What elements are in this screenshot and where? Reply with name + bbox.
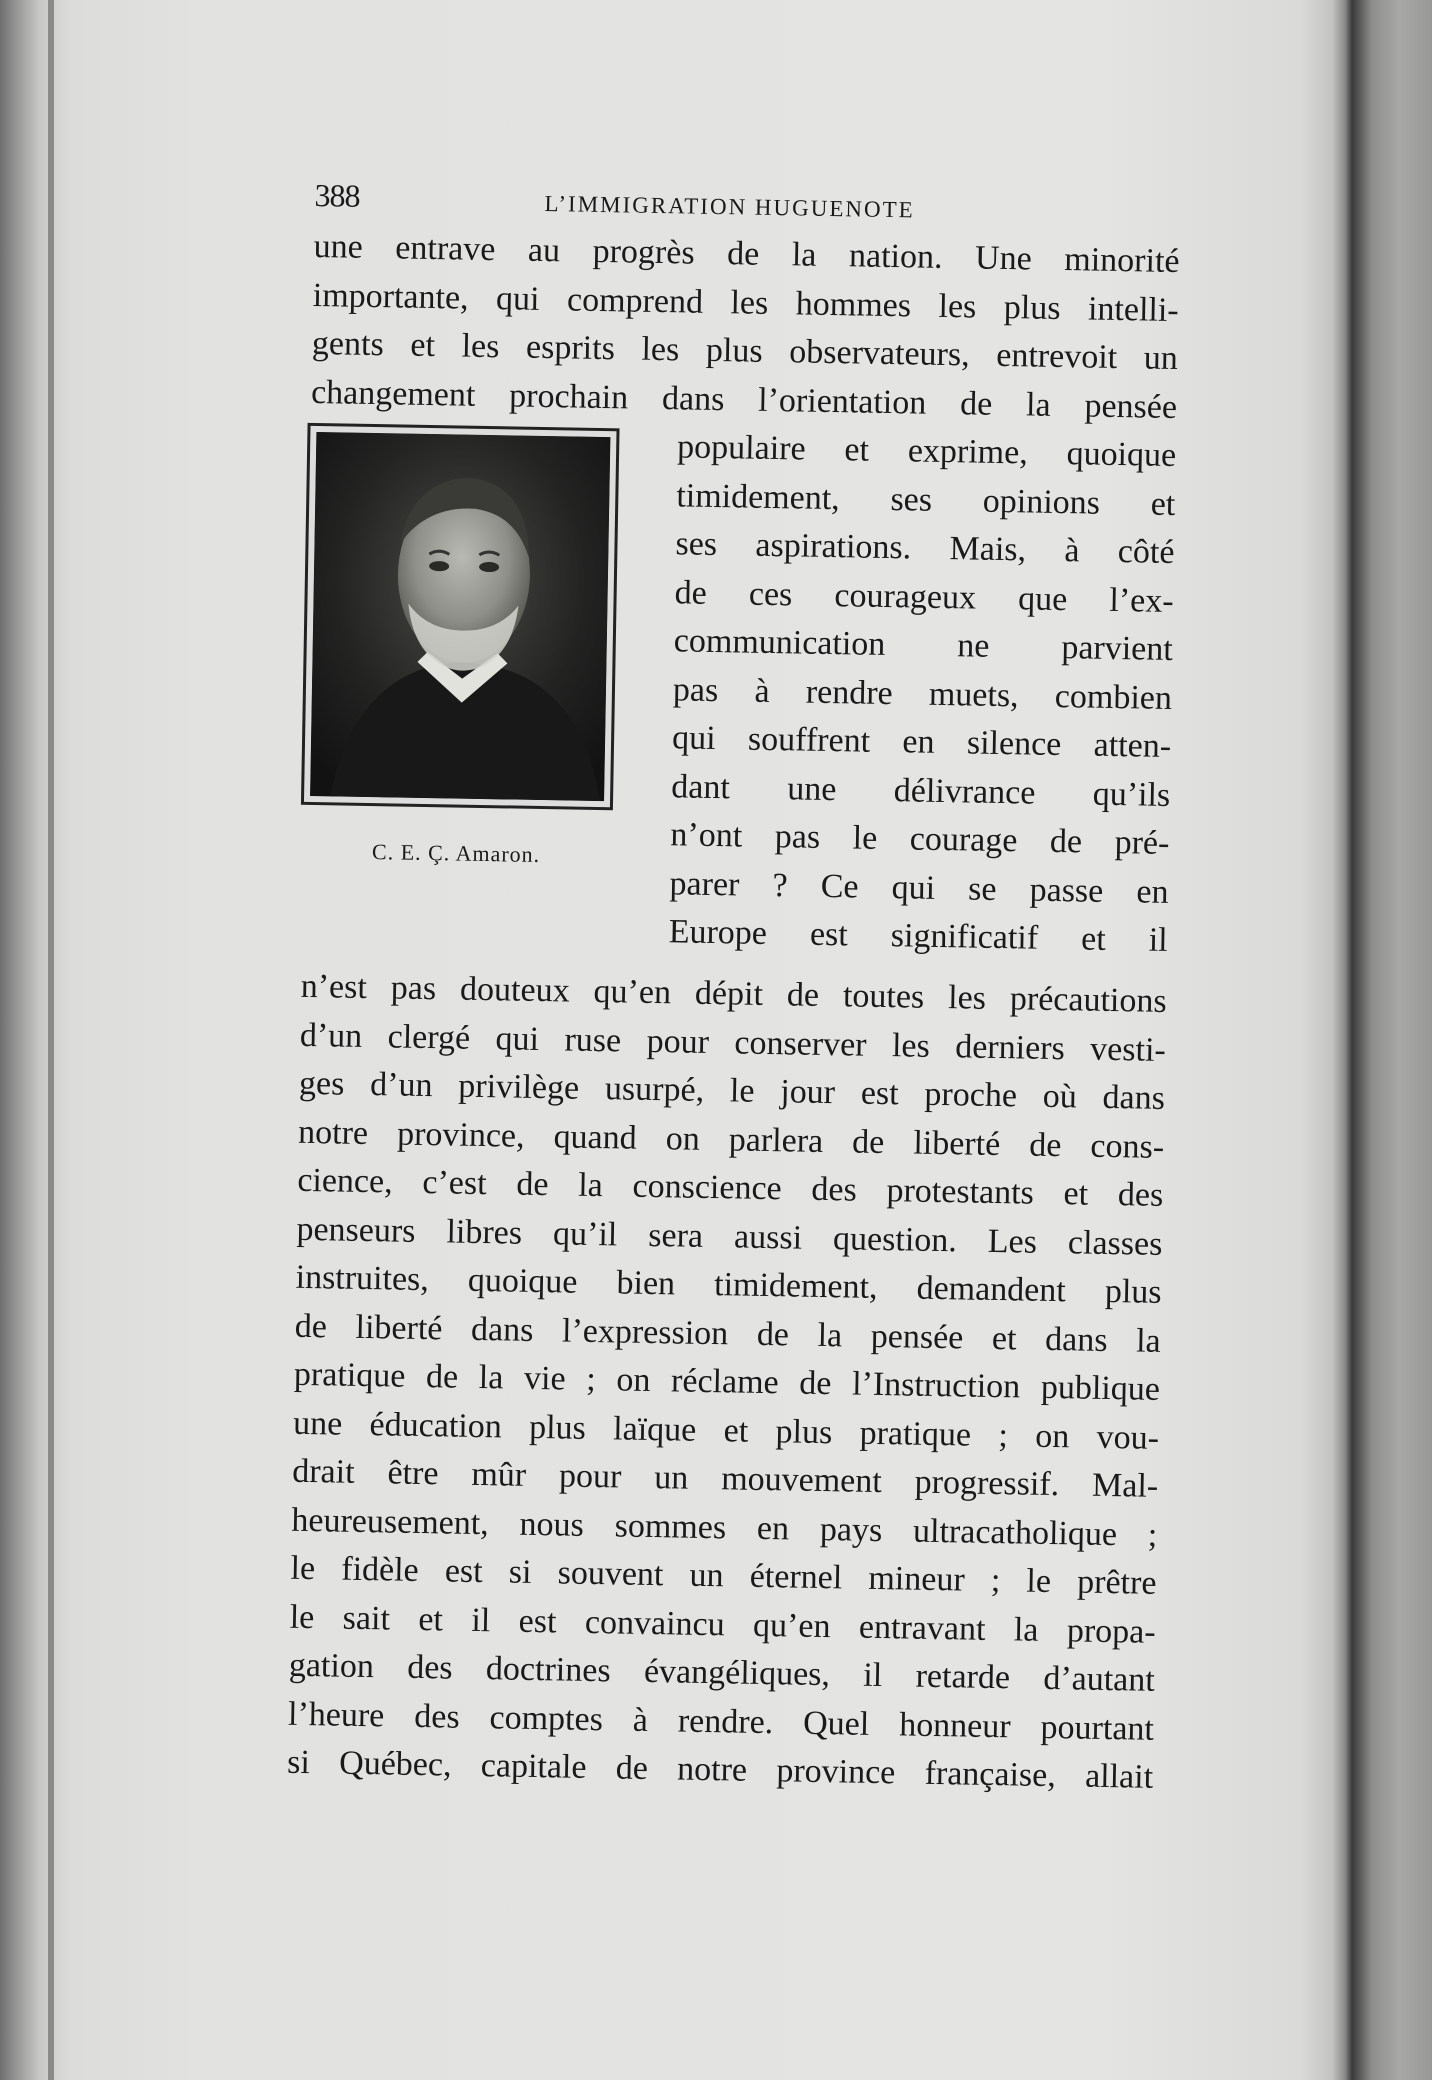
- text-line: instruites, quoique bien timidement, demandent plus: [295, 1258, 1162, 1311]
- text-line: qui souffrent en silence atten-: [671, 719, 1172, 765]
- page-number: 388: [314, 176, 360, 214]
- text-line: penseurs libres qu’il sera aussi question. Les classes: [296, 1210, 1163, 1263]
- running-title: L’IMMIGRATION HUGUENOTE: [544, 190, 915, 223]
- text-line: dant une délivrance qu’ils: [670, 767, 1171, 814]
- text-line: le fidèle est si souvent un éternel mineur ; le prêtre: [290, 1549, 1157, 1602]
- text-line: de liberté dans l’expression de la pensée et dans la: [294, 1307, 1162, 1360]
- figure: [298, 423, 677, 969]
- text-line: une entrave au progrès de la nation. Une minorité: [313, 227, 1180, 281]
- text-line: parer ? Ce qui se passe en: [669, 864, 1169, 911]
- text-line: populaire et exprime, quoique: [676, 428, 1177, 475]
- text-line: notre province, quand on parlera de liberté de cons-: [297, 1113, 1165, 1166]
- portrait-illustration: [310, 432, 610, 801]
- text-line: pas à rendre muets, combien: [672, 670, 1173, 717]
- book-page: [232, 170, 1200, 1803]
- body-text: [287, 223, 1180, 1802]
- text-line: n’ont pas le courage de pré-: [670, 816, 1170, 862]
- text-line: le sait et il est convaincu qu’en entravant la propa-: [289, 1598, 1156, 1651]
- text-line: l’heure des comptes à rendre. Quel honneur pourtant: [287, 1695, 1155, 1748]
- text-line: gation des doctrines évangéliques, il retarde d’autant: [288, 1646, 1156, 1699]
- text-line: n’est pas douteux qu’en dépit de toutes les précautions: [300, 967, 1167, 1020]
- text-line: si Québec, capitale de notre province française, allait: [286, 1743, 1154, 1796]
- text-line: de ces courageux que l’ex-: [674, 573, 1174, 620]
- text-line: une éducation plus laïque et plus pratique ; on vou-: [292, 1404, 1160, 1457]
- text-line: pratique de la vie ; on réclame de l’Instruction publique: [293, 1355, 1161, 1408]
- text-line: ses aspirations. Mais, à côté: [675, 525, 1175, 572]
- text-line: ges d’un privilège usurpé, le jour est proche où dans: [298, 1064, 1166, 1117]
- figure-caption: C. E. Ç. Amaron.: [371, 839, 541, 867]
- text-line: cience, c’est de la conscience des protestants et des: [297, 1161, 1164, 1214]
- text-line: timidement, ses opinions et: [676, 476, 1176, 523]
- text-line: Europe est significatif et il: [668, 913, 1169, 959]
- text-line: drait être mûr pour un mouvement progressif. Mal-: [291, 1452, 1159, 1505]
- text-line: importante, qui comprend les hommes les plus intelli-: [312, 276, 1180, 329]
- portrait-image: [310, 432, 610, 801]
- portrait-photo: [301, 423, 620, 810]
- text-line: changement prochain dans l’orientation de la pensée: [310, 373, 1178, 426]
- text-line: communication ne parvient: [673, 622, 1174, 669]
- text-line: heureusement, nous sommes en pays ultracatholique ;: [291, 1501, 1158, 1554]
- text-line: gents et les esprits les plus observateurs, entrevoit un: [311, 324, 1179, 378]
- binding-edge: [48, 0, 54, 2080]
- text-line: d’un clergé qui ruse pour conserver les derniers vesti-: [299, 1016, 1167, 1069]
